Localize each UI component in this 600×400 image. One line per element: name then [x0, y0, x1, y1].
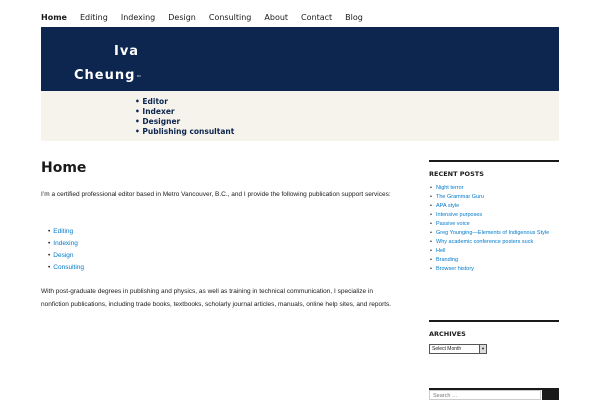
- search-input[interactable]: Search …: [429, 390, 541, 400]
- list-item: [429, 265, 559, 274]
- body-paragraph: With post-graduate degrees in publishing and physics, as well as training in technical communication, I specialize in nonfiction publications, including trade books, textbooks, scholarly journal articles, manuals, online help sites, and reports.: [41, 288, 392, 308]
- archives-title: ARCHIVES: [429, 330, 466, 338]
- recent-post-link[interactable]: Passive voice: [436, 221, 470, 227]
- recent-post-link[interactable]: Greg Younging—Elements of Indigenous Style: [436, 230, 550, 236]
- list-item: [429, 238, 559, 247]
- list-item: [429, 220, 559, 229]
- recent-post-link[interactable]: APA style: [436, 203, 460, 209]
- role-item: • Editor: [135, 97, 234, 107]
- list-item: [429, 211, 559, 220]
- recent-post-link[interactable]: Night terror: [436, 185, 464, 191]
- nav-home[interactable]: Home: [41, 12, 67, 22]
- list-item: [429, 247, 559, 256]
- list-item: [429, 256, 559, 265]
- nav-editing[interactable]: Editing: [79, 12, 108, 22]
- role-item: • Publishing consultant: [135, 127, 234, 137]
- archive-month-select[interactable]: [429, 344, 487, 354]
- list-item: [48, 250, 84, 262]
- recent-post-link[interactable]: Branding: [436, 257, 459, 263]
- recent-post-link[interactable]: Why academic conference posters suck: [436, 239, 534, 245]
- nav-about[interactable]: About: [264, 12, 289, 22]
- archives-widget: [429, 320, 559, 354]
- recent-post-link[interactable]: The Grammar Guru: [436, 194, 484, 200]
- recent-post-link[interactable]: Hell: [436, 248, 446, 254]
- recent-posts-widget: [429, 160, 559, 274]
- role-item: • Designer: [135, 117, 234, 127]
- service-link-editing[interactable]: Editing: [53, 228, 74, 235]
- list-item: [429, 229, 559, 238]
- logo-first-name[interactable]: Iva: [114, 44, 140, 59]
- trademark-mark: ™: [136, 75, 143, 81]
- list-item: [429, 202, 559, 211]
- page-title: Home: [41, 160, 87, 176]
- chevron-down-icon: ▼: [479, 345, 486, 353]
- recent-post-link[interactable]: Browser history: [436, 266, 474, 272]
- widget-divider: [429, 160, 559, 162]
- widget-divider: [429, 320, 559, 322]
- recent-posts-title: RECENT POSTS: [429, 170, 484, 178]
- role-item: • Indexer: [135, 107, 234, 117]
- search-button[interactable]: [542, 390, 559, 400]
- list-item: [48, 238, 84, 250]
- nav-blog[interactable]: Blog: [345, 12, 363, 22]
- recent-post-link[interactable]: Intensive purposes: [436, 212, 483, 218]
- nav-design[interactable]: Design: [168, 12, 196, 22]
- nav-indexing[interactable]: Indexing: [120, 12, 156, 22]
- role-list: [135, 97, 234, 137]
- list-item: [48, 262, 84, 274]
- service-link-design[interactable]: Design: [53, 252, 74, 259]
- nav-contact[interactable]: Contact: [301, 12, 333, 22]
- logo-last-name-text: Cheung: [74, 68, 136, 83]
- archive-select-value: Select Month: [432, 346, 462, 352]
- logo-last-name[interactable]: [74, 68, 142, 83]
- nav-consulting[interactable]: Consulting: [208, 12, 252, 22]
- service-link-consulting[interactable]: Consulting: [53, 264, 84, 271]
- services-list: [48, 226, 84, 274]
- list-item: [429, 184, 559, 193]
- tagline-band: [41, 91, 559, 141]
- service-link-indexing[interactable]: Indexing: [53, 240, 78, 247]
- list-item: [48, 226, 84, 238]
- search-widget: [429, 388, 559, 400]
- recent-posts-list: [429, 184, 559, 274]
- list-item: [429, 193, 559, 202]
- intro-paragraph: I’m a certified professional editor based in Metro Vancouver, B.C., and I provide the following publication support services:: [41, 191, 391, 198]
